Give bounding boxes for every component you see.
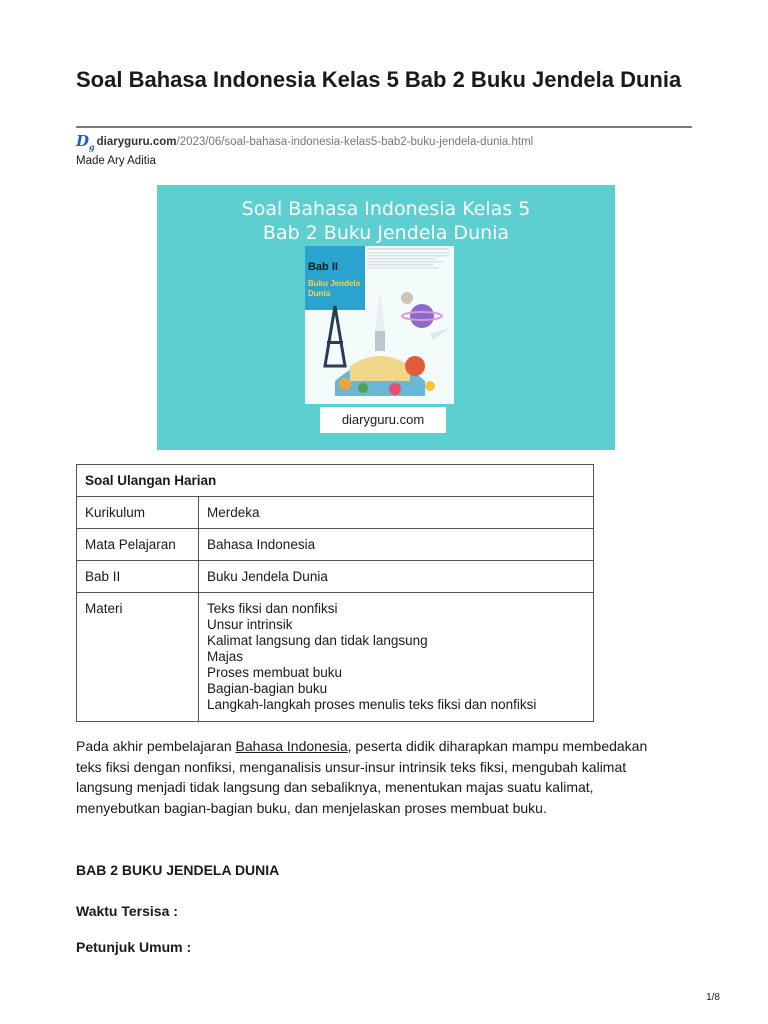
table-value-cell: Buku Jendela Dunia <box>199 561 594 593</box>
site-logo-icon: $D_g$ <box>76 132 95 152</box>
materi-item: Unsur intrinsik <box>207 617 293 632</box>
table-key-cell: Kurikulum <box>77 497 199 529</box>
table-row <box>77 529 594 561</box>
table-key-cell: Mata Pelajaran <box>77 529 199 561</box>
materi-item: Teks fiksi dan nonfiksi <box>207 601 338 616</box>
table-value-cell: Merdeka <box>199 497 594 529</box>
title-divider <box>76 126 692 128</box>
source-link[interactable] <box>97 136 534 148</box>
cover-title-line-1: Buku Jendela <box>308 279 361 288</box>
materi-item: Bagian-bagian buku <box>207 681 328 696</box>
table-row <box>77 561 594 593</box>
materi-item: Kalimat langsung dan tidak langsung <box>207 633 428 648</box>
waktu-tersisa-label: Waktu Tersisa : <box>76 903 178 919</box>
hero-title-line-1: Soal Bahasa Indonesia Kelas 5 <box>241 198 531 220</box>
source-path: /2023/06/soal-bahasa-indonesia-kelas5-bab2-buku-jendela-dunia.html <box>176 136 534 148</box>
hero-site-label: diaryguru.com <box>320 407 446 433</box>
hero-image <box>157 185 615 450</box>
materi-item: Proses membuat buku <box>207 665 343 680</box>
intro-paragraph: Pada akhir pembelajaran Bahasa Indonesia, peserta didik diharapkan mampu membedakan teks fiksi dengan nonfiksi, menganalisis unsur-insur intrinsik teks fiksi, mengubah kalimat langsung menjadi tidak langsung dan sebaliknya, menentukan majas suatu kalimat, menyebutkan bagian-bagian buku, dan menjelaskan proses membuat buku. <box>76 738 648 816</box>
author-name: Made Ary Aditia <box>76 155 156 167</box>
table-key-cell: Materi <box>77 593 199 722</box>
section-title: BAB 2 BUKU JENDELA DUNIA <box>76 862 280 878</box>
table-row <box>77 497 594 529</box>
source-line <box>76 132 533 150</box>
materi-list <box>199 593 594 722</box>
page-number: 1/8 <box>706 992 720 1003</box>
table-row-materi <box>77 593 594 722</box>
table-header-cell: Soal Ulangan Harian <box>77 465 594 497</box>
book-cover <box>305 246 454 404</box>
page-title: Soal Bahasa Indonesia Kelas 5 Bab 2 Buku Jendela Dunia <box>76 67 682 92</box>
source-domain: diaryguru.com <box>96 136 177 148</box>
table-header-row <box>77 465 594 497</box>
materi-item: Majas <box>207 649 244 664</box>
info-table <box>76 464 594 722</box>
table-key-cell: Bab II <box>77 561 199 593</box>
cover-title-line-2: Dunia <box>308 289 331 298</box>
materi-item: Langkah-langkah proses menulis teks fiksi dan nonfiksi <box>207 697 537 712</box>
petunjuk-umum-label: Petunjuk Umum : <box>76 939 192 955</box>
hero-title-line-2: Bab 2 Buku Jendela Dunia <box>262 222 510 244</box>
cover-chapter: Bab II <box>308 261 338 273</box>
table-value-cell: Bahasa Indonesia <box>199 529 594 561</box>
bahasa-indonesia-link[interactable]: Bahasa Indonesia <box>235 738 348 754</box>
